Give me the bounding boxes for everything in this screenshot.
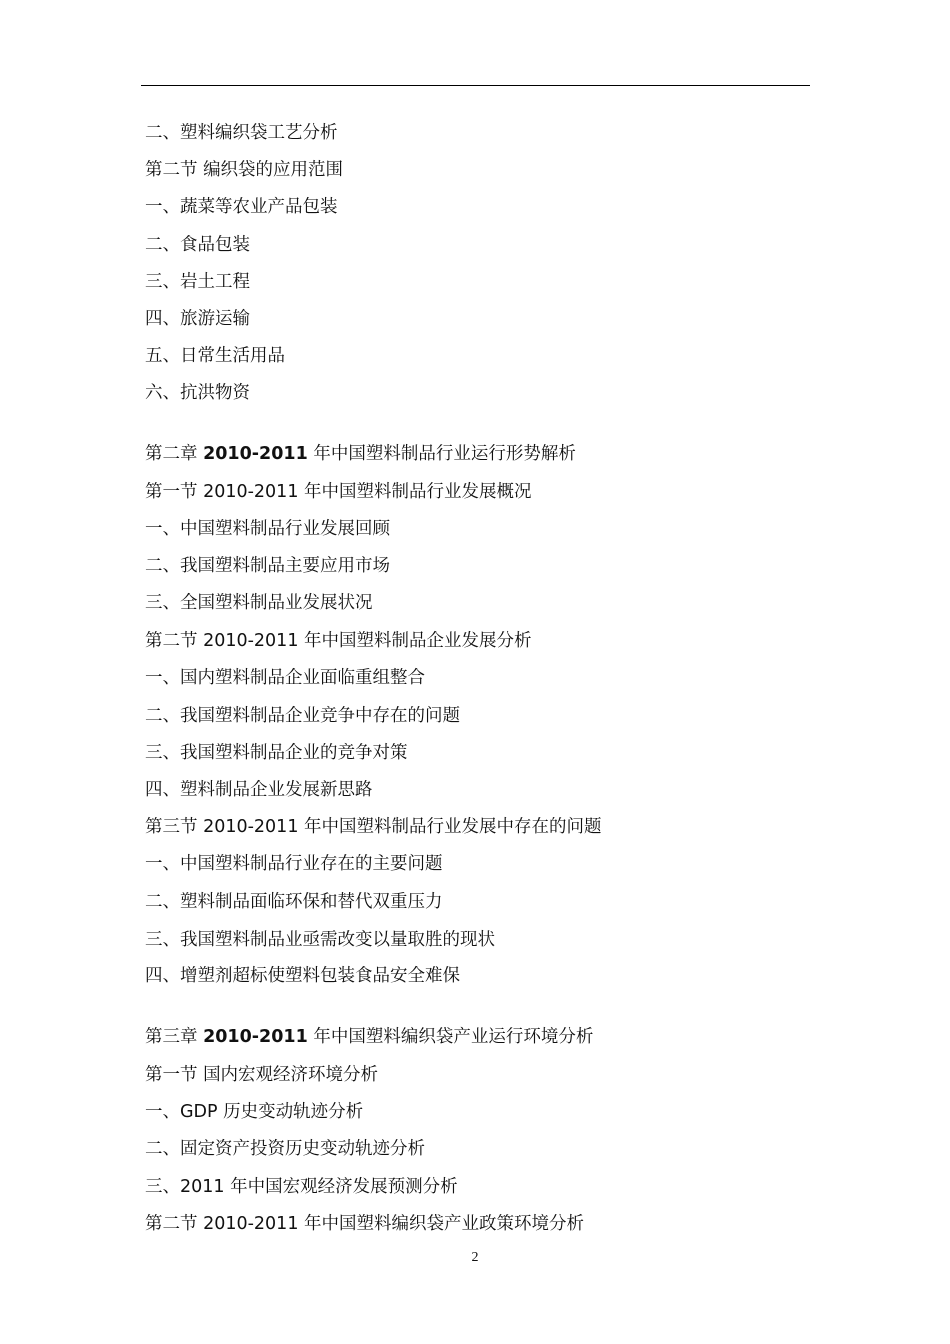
toc-line-28: 第二节 2010-2011 年中国塑料编织袋产业政策环境分析 (145, 1214, 585, 1234)
toc-line-15: 二、我国塑料制品企业竞争中存在的问题 (145, 706, 460, 726)
toc-line-7: 六、抗洪物资 (145, 383, 250, 403)
chapter-2-title: 年中国塑料制品行业运行形势解析 (307, 444, 576, 464)
chapter-3-title: 年中国塑料编织袋产业运行环境分析 (307, 1027, 594, 1047)
toc-line-11: 二、我国塑料制品主要应用市场 (145, 556, 390, 576)
toc-line-26: 二、固定资产投资历史变动轨迹分析 (145, 1139, 425, 1159)
chapter-3-years: 2010-2011 (203, 1027, 308, 1047)
toc-line-10: 一、中国塑料制品行业发展回顾 (145, 519, 390, 539)
toc-line-12: 三、全国塑料制品业发展状况 (145, 593, 373, 613)
toc-line-22: 四、增塑剂超标使塑料包装食品安全难保 (145, 966, 460, 986)
toc-line-6: 五、日常生活用品 (145, 346, 285, 366)
chapter-3-prefix: 第三章 (145, 1027, 204, 1047)
page-number: 2 (471, 1250, 479, 1265)
toc-line-17: 四、塑料制品企业发展新思路 (145, 780, 373, 800)
toc-line-4: 三、岩土工程 (145, 272, 250, 292)
chapter-heading-3 (145, 1026, 593, 1048)
toc-line-9: 第一节 2010-2011 年中国塑料制品行业发展概况 (145, 482, 532, 502)
toc-line-19: 一、中国塑料制品行业存在的主要问题 (145, 854, 443, 874)
toc-line-3: 二、食品包装 (145, 235, 250, 255)
toc-line-0: 二、塑料编织袋工艺分析 (145, 123, 338, 143)
chapter-2-prefix: 第二章 (145, 444, 204, 464)
chapter-heading-2 (145, 443, 576, 465)
toc-line-14: 一、国内塑料制品企业面临重组整合 (145, 668, 425, 688)
toc-line-5: 四、旅游运输 (145, 309, 250, 329)
toc-line-27: 三、2011 年中国宏观经济发展预测分析 (145, 1177, 458, 1197)
chapter-2-years: 2010-2011 (203, 444, 308, 464)
toc-line-1: 第二节 编织袋的应用范围 (145, 160, 344, 180)
toc-line-24: 第一节 国内宏观经济环境分析 (145, 1065, 379, 1085)
header-rule (141, 85, 810, 86)
toc-line-2: 一、蔬菜等农业产品包装 (145, 197, 338, 217)
toc-line-13: 第二节 2010-2011 年中国塑料制品企业发展分析 (145, 631, 532, 651)
toc-line-18: 第三节 2010-2011 年中国塑料制品行业发展中存在的问题 (145, 817, 602, 837)
toc-line-25: 一、GDP 历史变动轨迹分析 (145, 1102, 364, 1122)
toc-line-20: 二、塑料制品面临环保和替代双重压力 (145, 892, 443, 912)
toc-line-16: 三、我国塑料制品企业的竞争对策 (145, 743, 408, 763)
toc-line-21: 三、我国塑料制品业亟需改变以量取胜的现状 (145, 930, 495, 950)
